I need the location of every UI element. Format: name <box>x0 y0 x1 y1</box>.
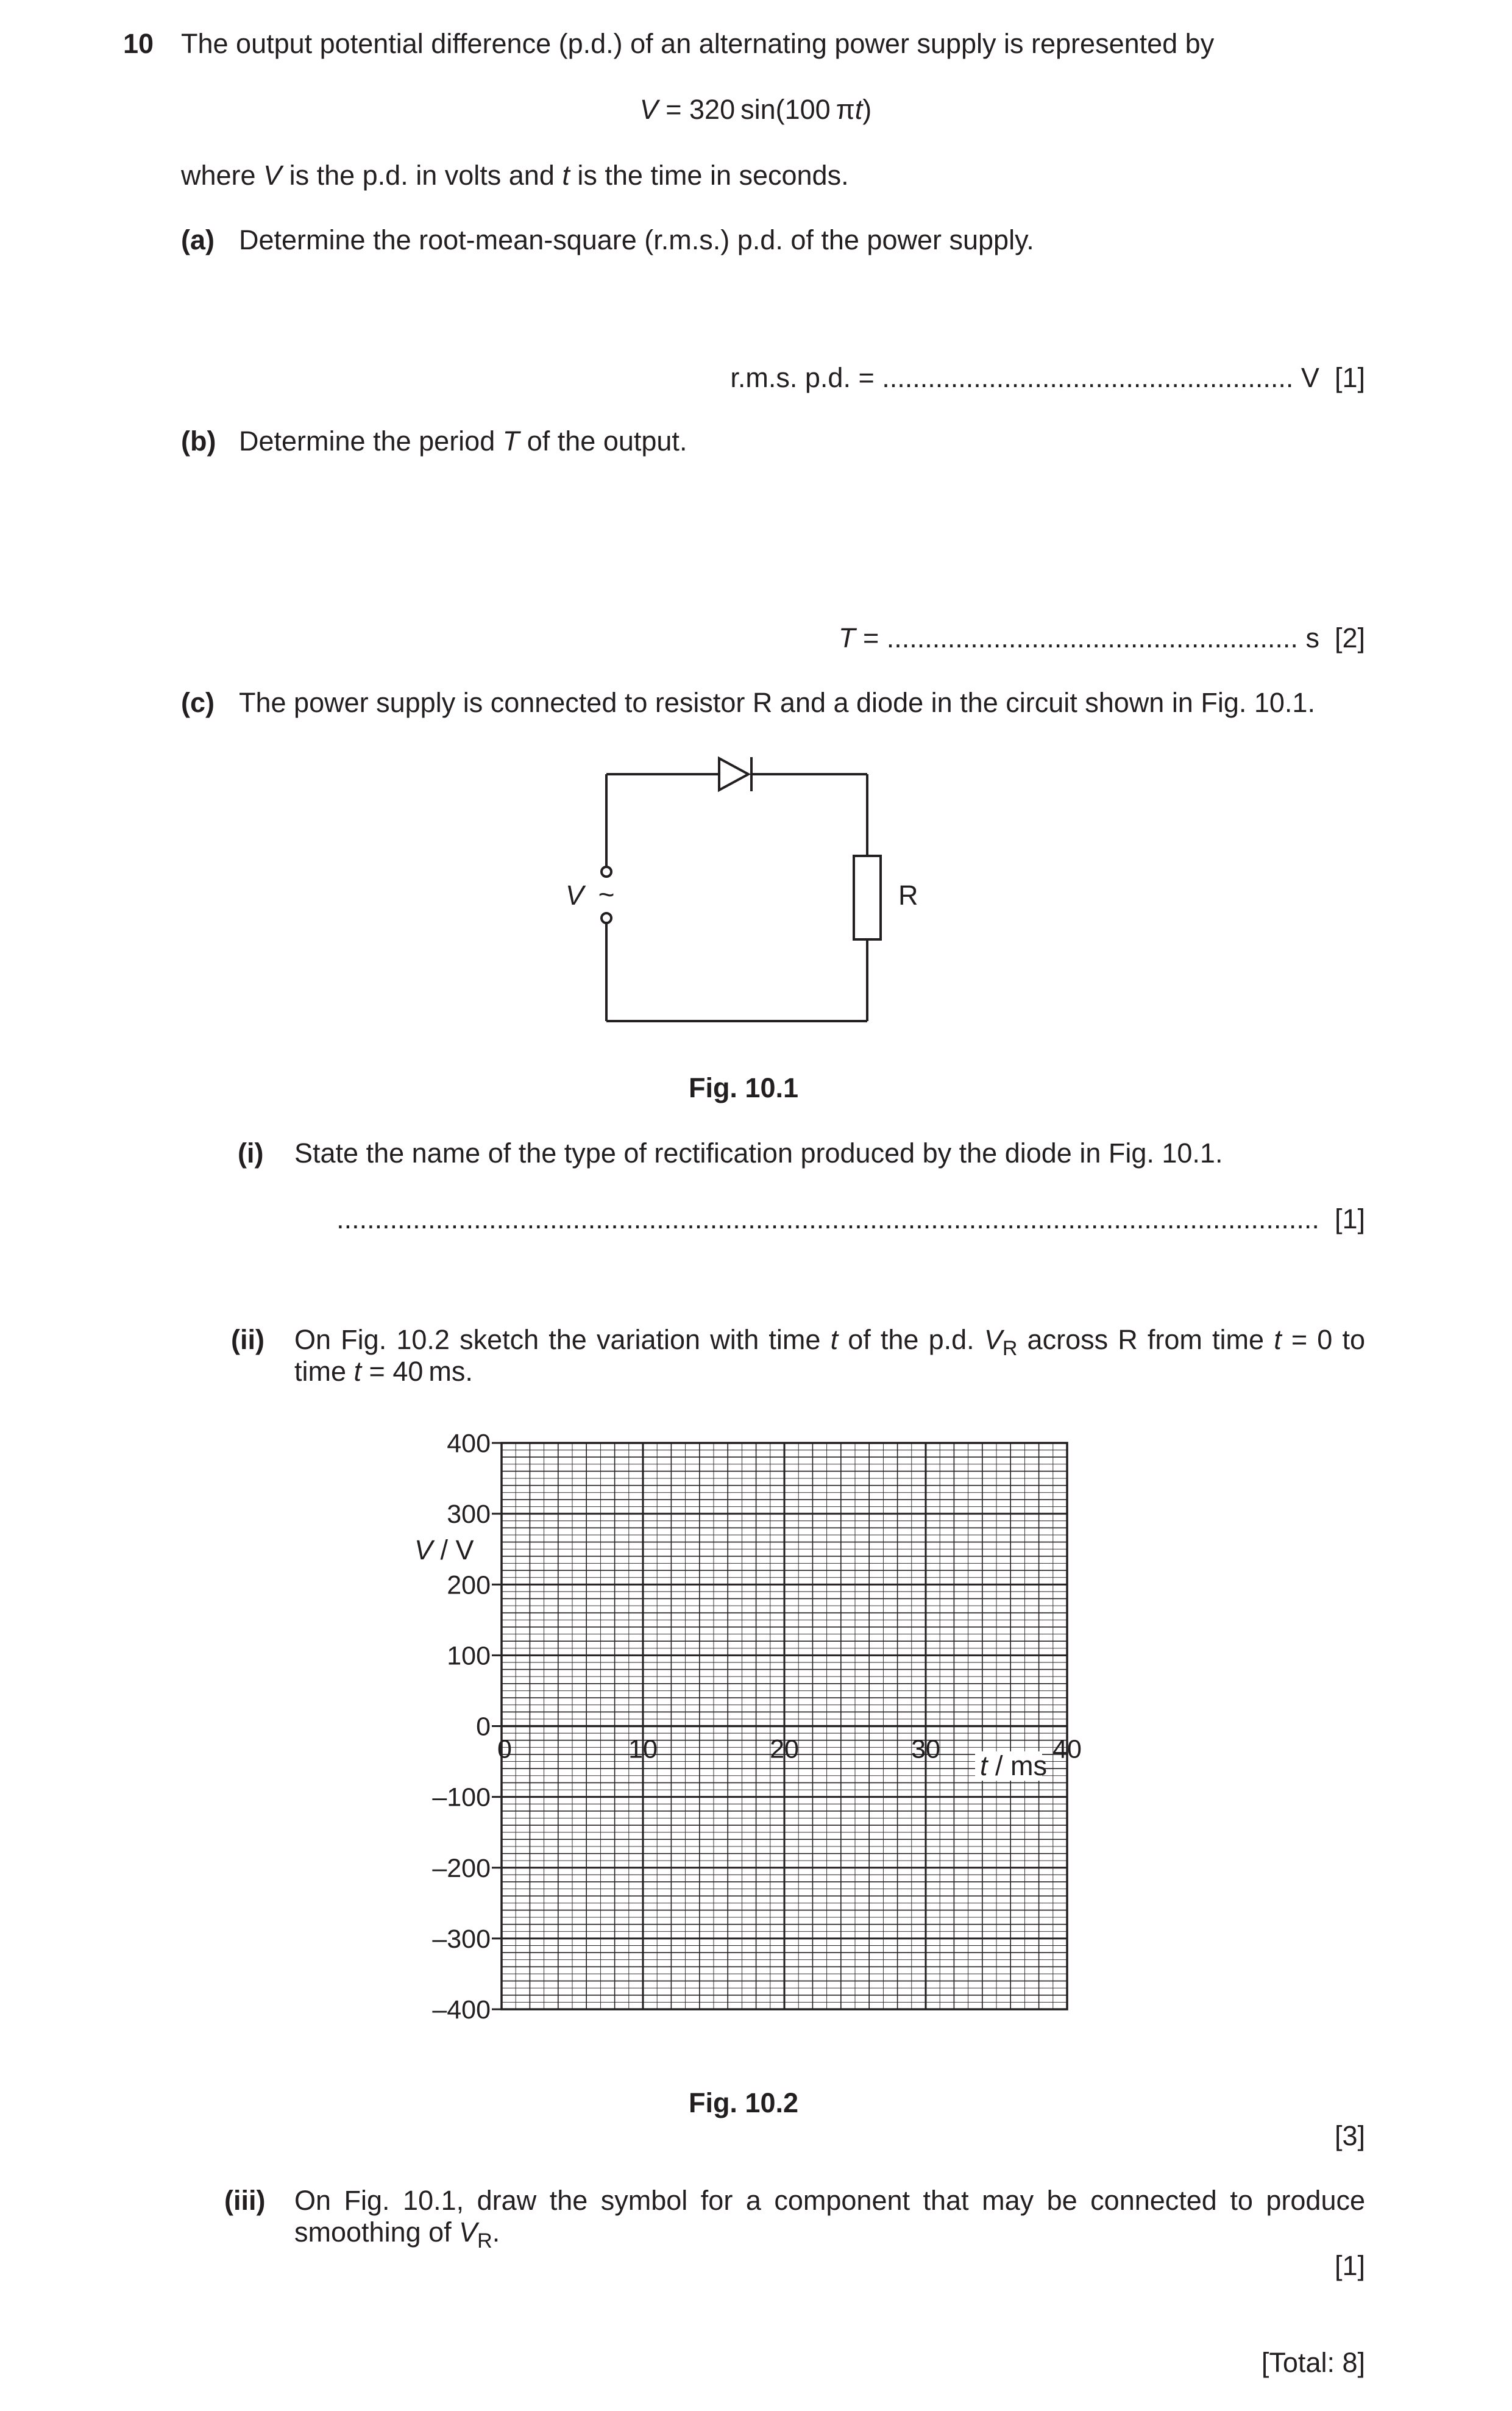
x-axis-label: t / ms <box>980 1750 1048 1781</box>
part-cii-marks: [3] <box>1334 2120 1365 2151</box>
equation: V = 320 sin(100 πt) <box>639 94 872 125</box>
rms-answer-space[interactable]: ...................................................... <box>882 362 1294 393</box>
part-cii-text-line2: time t = 40 ms. <box>294 1356 473 1387</box>
part-c-text: The power supply is connected to resistor R and a diode in the circuit shown in Fig. 10.1. <box>239 687 1315 718</box>
total-marks: [Total: 8] <box>1261 2347 1365 2378</box>
y-tick-label: –100 <box>432 1782 491 1812</box>
marks: [1] <box>1334 362 1365 393</box>
part-cii-label: (ii) <box>231 1324 264 1355</box>
part-ciii-marks: [1] <box>1334 2250 1365 2281</box>
part-a-label: (a) <box>181 224 215 255</box>
part-ci-answer-line[interactable] <box>293 1203 1365 1235</box>
resistor-label: R <box>898 880 918 911</box>
x-tick-label: 30 <box>911 1734 940 1764</box>
unit: s <box>1305 622 1319 653</box>
diode-icon <box>719 758 748 790</box>
y-tick-label: 400 <box>447 1429 491 1458</box>
y-tick-label: –300 <box>432 1924 491 1954</box>
part-a-answer-line[interactable] <box>609 362 1365 394</box>
fig-10-1-caption: Fig. 10.1 <box>688 1072 799 1103</box>
y-tick-label: –200 <box>432 1853 491 1883</box>
answer-prefix: r.m.s. p.d. = <box>730 362 875 393</box>
question-intro: The output potential difference (p.d.) of an alternating power supply is represented by <box>181 28 1215 59</box>
part-b-label: (b) <box>181 426 216 457</box>
question-number: 10 <box>123 28 154 59</box>
ac-symbol-icon: ~ <box>598 878 615 910</box>
voltage-time-grid[interactable] <box>366 1420 1097 2030</box>
y-tick-label: 300 <box>447 1500 491 1530</box>
circuit-diagram <box>548 750 926 1030</box>
x-tick-label: 40 <box>1052 1734 1082 1764</box>
x-tick-label: 0 <box>497 1734 512 1764</box>
supply-label: V <box>565 880 584 911</box>
y-tick-label: –400 <box>432 1995 491 2025</box>
y-axis-label: V / V <box>414 1534 474 1565</box>
part-a-text: Determine the root-mean-square (r.m.s.) p.d. of the power supply. <box>239 224 1034 255</box>
terminal-icon <box>602 867 611 877</box>
part-b-text: Determine the period T of the output. <box>239 426 687 457</box>
part-ci-label: (i) <box>238 1138 264 1169</box>
marks: [1] <box>1334 1203 1365 1234</box>
part-c-label: (c) <box>181 687 215 718</box>
part-ci-text: State the name of the type of rectification produced by the diode in Fig. 10.1. <box>294 1138 1223 1169</box>
y-tick-label: 0 <box>476 1712 491 1742</box>
rectification-answer-space[interactable]: ................................................................................................................................. <box>336 1203 1319 1234</box>
part-b-answer-line[interactable]: T = ...................................................... s [2] <box>838 622 1365 653</box>
where-text: where V is the p.d. in volts and t is the time in seconds. <box>181 160 849 191</box>
marks: [2] <box>1334 622 1365 653</box>
part-ciii-label: (iii) <box>224 2185 266 2216</box>
resistor-icon <box>854 856 881 939</box>
part-ciii-text-line1: On Fig. 10.1, draw the symbol for a component that may be connected to produce <box>294 2185 1365 2216</box>
period-answer-space[interactable]: ...................................................... <box>886 622 1298 653</box>
y-tick-label: 200 <box>447 1570 491 1600</box>
part-cii-text-line1: On Fig. 10.2 sketch the variation with time t of the p.d. $V_R$ across R from time t = 0 to <box>294 1324 1366 1360</box>
terminal-icon <box>602 913 611 923</box>
part-ciii-text-line2: smoothing of $V_R$. <box>294 2217 500 2253</box>
fig-10-2-caption: Fig. 10.2 <box>688 2087 799 2118</box>
unit: V <box>1301 362 1319 393</box>
y-tick-label: 100 <box>447 1641 491 1671</box>
x-tick-label: 10 <box>628 1734 658 1764</box>
x-tick-label: 20 <box>770 1734 799 1764</box>
